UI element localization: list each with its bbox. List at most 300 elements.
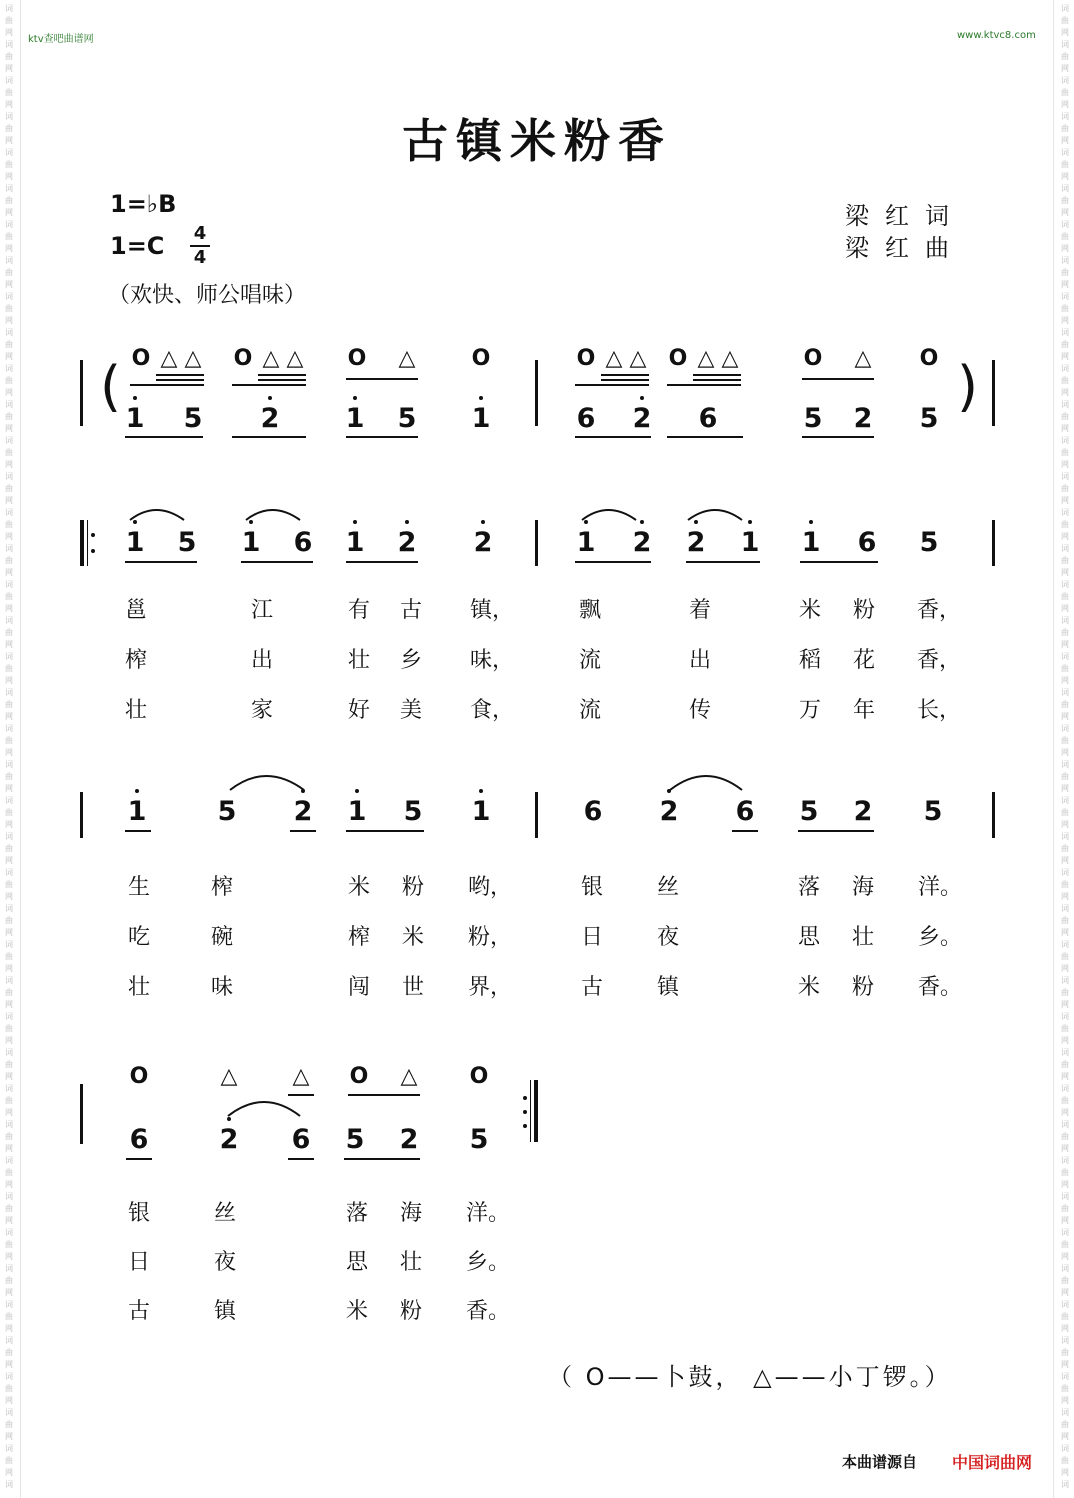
lyric-char: 粉 <box>401 875 424 900</box>
watermark-glyph: 词 <box>5 1300 13 1309</box>
lyric-char: 出 <box>688 648 711 673</box>
lyric-char: 米 <box>345 1299 368 1324</box>
note: 6 <box>293 527 313 558</box>
header-left-source: ktv查吧曲谱网 <box>28 34 94 45</box>
slur <box>228 1102 300 1116</box>
octave-dot-high <box>640 396 644 400</box>
underline <box>575 561 651 563</box>
slur <box>230 776 304 790</box>
watermark-glyph: 网 <box>1061 1180 1069 1189</box>
lyric-char: 镇 <box>213 1299 236 1324</box>
watermark-glyph: 网 <box>1061 568 1069 577</box>
watermark-glyph: 曲 <box>1061 1276 1069 1285</box>
watermark-glyph: 曲 <box>1061 664 1069 673</box>
watermark-glyph: 曲 <box>5 1456 13 1465</box>
watermark-glyph: 曲 <box>1061 736 1069 745</box>
watermark-glyph: 词 <box>5 652 13 661</box>
watermark-glyph: 词 <box>5 688 13 697</box>
note: 6 <box>576 403 596 434</box>
watermark-glyph: 词 <box>5 1480 13 1489</box>
watermark-glyph: 网 <box>1061 1216 1069 1225</box>
watermark-glyph: 曲 <box>5 1204 13 1213</box>
watermark-glyph: 词 <box>1061 904 1069 913</box>
percussion-o: O <box>347 346 367 371</box>
lyric-char: 飘 <box>578 598 601 623</box>
watermark-glyph: 曲 <box>1061 1384 1069 1393</box>
watermark-glyph: 词 <box>1061 652 1069 661</box>
watermark-glyph: 网 <box>5 172 13 181</box>
underline <box>732 830 758 832</box>
note: 1 <box>125 527 145 558</box>
watermark-glyph: 网 <box>5 64 13 73</box>
note: 2 <box>659 796 679 827</box>
lyric-char: 米 <box>347 875 370 900</box>
lyric-char: 味 <box>210 975 233 1000</box>
underline <box>288 1158 314 1160</box>
watermark-glyph: 网 <box>5 784 13 793</box>
octave-dot-high <box>479 789 483 793</box>
percussion-o: O <box>131 346 151 371</box>
underline <box>290 830 316 832</box>
watermark-glyph: 词 <box>5 544 13 553</box>
watermark-glyph: 网 <box>5 928 13 937</box>
barline-end <box>992 792 995 838</box>
watermark-glyph: 曲 <box>1061 1348 1069 1357</box>
lyric-char: 粉 <box>852 598 875 623</box>
percussion-t: △ <box>292 1064 310 1089</box>
note: 1 <box>801 527 821 558</box>
watermark-glyph: 词 <box>1061 220 1069 229</box>
watermark-glyph: 网 <box>5 28 13 37</box>
lyric-char: 古 <box>127 1299 150 1324</box>
octave-dot-high <box>268 396 272 400</box>
watermark-glyph: 网 <box>5 136 13 145</box>
watermark-glyph: 词 <box>5 868 13 877</box>
watermark-glyph: 词 <box>5 364 13 373</box>
note: 6 <box>583 796 603 827</box>
lyric-char: 邕 <box>124 598 147 623</box>
watermark-glyph: 网 <box>1061 676 1069 685</box>
time-signature <box>190 224 210 268</box>
watermark-glyph: 曲 <box>5 808 13 817</box>
watermark-glyph: 词 <box>5 580 13 589</box>
watermark-glyph: 词 <box>1061 1156 1069 1165</box>
percussion-t: △ <box>398 346 416 371</box>
watermark-glyph: 曲 <box>1061 1060 1069 1069</box>
watermark-glyph: 曲 <box>1061 1024 1069 1033</box>
lyric-char: 日 <box>580 925 603 950</box>
watermark-glyph: 网 <box>1061 1432 1069 1441</box>
watermark-glyph: 网 <box>1061 1324 1069 1333</box>
watermark-glyph: 词 <box>5 1192 13 1201</box>
lyric-char: 出 <box>250 648 273 673</box>
watermark-glyph: 网 <box>5 496 13 505</box>
lyric-char: 榨 <box>124 648 147 673</box>
octave-dot-high <box>249 520 253 524</box>
note: 1 <box>345 403 365 434</box>
watermark-glyph: 曲 <box>1061 88 1069 97</box>
watermark-glyph: 词 <box>1061 976 1069 985</box>
watermark-glyph: 网 <box>1061 1108 1069 1117</box>
watermark-glyph: 词 <box>1061 400 1069 409</box>
note: 6 <box>129 1124 149 1155</box>
lyric-char: 夜 <box>656 925 679 950</box>
watermark-glyph: 网 <box>1061 604 1069 613</box>
watermark-glyph: 曲 <box>1061 16 1069 25</box>
lyric-char: 流 <box>578 698 601 723</box>
watermark-glyph: 曲 <box>5 1060 13 1069</box>
lyric-char: 夜 <box>213 1250 236 1275</box>
percussion-t: △ <box>286 346 304 371</box>
underline <box>802 436 874 438</box>
octave-dot-high <box>481 520 485 524</box>
note: 5 <box>799 796 819 827</box>
lyric-char: 古 <box>580 975 603 1000</box>
watermark-glyph: 词 <box>1061 1444 1069 1453</box>
percussion-t: △ <box>697 346 715 371</box>
percussion-t: △ <box>629 346 647 371</box>
watermark-glyph: 词 <box>1061 256 1069 265</box>
lyric-char: 江 <box>250 598 273 623</box>
watermark-glyph: 网 <box>1061 316 1069 325</box>
watermark-glyph: 词 <box>1061 1048 1069 1057</box>
repeat-paren-close: ) <box>957 355 979 418</box>
underline <box>686 561 760 563</box>
barline-end <box>992 360 995 426</box>
watermark-glyph: 网 <box>5 1036 13 1045</box>
beam <box>232 384 306 386</box>
note: 1 <box>125 403 145 434</box>
note: 2 <box>853 403 873 434</box>
slur-set <box>120 500 1000 530</box>
lyric-char: 镇， <box>470 598 515 623</box>
percussion-t: △ <box>160 346 178 371</box>
watermark-glyph: 曲 <box>5 232 13 241</box>
underline <box>125 436 203 438</box>
watermark-glyph: 词 <box>1061 472 1069 481</box>
lyric-char: 香， <box>917 598 962 623</box>
watermark-glyph: 网 <box>1061 496 1069 505</box>
watermark-glyph: 词 <box>1061 328 1069 337</box>
note: 5 <box>403 796 423 827</box>
octave-dot-high <box>353 520 357 524</box>
watermark-glyph: 词 <box>5 1012 13 1021</box>
barline-mid <box>535 792 538 838</box>
note: 6 <box>698 403 718 434</box>
lyric-char: 生 <box>127 875 150 900</box>
watermark-glyph: 网 <box>5 964 13 973</box>
repeat-start-thin <box>87 520 88 566</box>
key-signature-2: 1=C <box>110 232 165 260</box>
watermark-glyph: 词 <box>5 940 13 949</box>
composer-credit: 梁红曲 <box>845 234 965 262</box>
lyric-char: 米 <box>797 975 820 1000</box>
slur <box>688 510 742 520</box>
watermark-glyph: 网 <box>1061 856 1069 865</box>
beam <box>693 379 741 381</box>
watermark-glyph: 曲 <box>1061 1240 1069 1249</box>
lyric-char: 壮 <box>851 925 874 950</box>
watermark-glyph: 网 <box>1061 1252 1069 1261</box>
note: 6 <box>291 1124 311 1155</box>
watermark-glyph: 网 <box>1061 388 1069 397</box>
lyric-char: 年 <box>852 698 875 723</box>
beam <box>130 384 204 386</box>
note: 5 <box>183 403 203 434</box>
watermark-glyph: 网 <box>1061 928 1069 937</box>
beam <box>575 384 649 386</box>
octave-dot-high <box>809 520 813 524</box>
watermark-glyph: 曲 <box>1061 844 1069 853</box>
lyric-char: 稻 <box>798 648 821 673</box>
watermark-glyph: 曲 <box>5 1420 13 1429</box>
barline-start <box>80 792 83 838</box>
note: 2 <box>260 403 280 434</box>
watermark-glyph: 词 <box>5 472 13 481</box>
percussion-t: △ <box>854 346 872 371</box>
watermark-glyph: 网 <box>5 568 13 577</box>
watermark-glyph: 网 <box>1061 64 1069 73</box>
watermark-glyph: 词 <box>1061 580 1069 589</box>
watermark-glyph: 词 <box>5 184 13 193</box>
underline <box>800 561 878 563</box>
watermark-glyph: 曲 <box>1061 1420 1069 1429</box>
percussion-t: △ <box>184 346 202 371</box>
slur <box>130 510 184 520</box>
note: 5 <box>397 403 417 434</box>
lyric-char: 有 <box>347 598 370 623</box>
lyric-char: 香。 <box>918 975 963 1000</box>
note: 2 <box>853 796 873 827</box>
note: 5 <box>919 527 939 558</box>
watermark-glyph: 词 <box>5 400 13 409</box>
watermark-glyph: 曲 <box>5 304 13 313</box>
watermark-glyph: 曲 <box>5 772 13 781</box>
watermark-glyph: 曲 <box>5 340 13 349</box>
underline <box>125 561 197 563</box>
watermark-glyph: 曲 <box>5 16 13 25</box>
watermark-glyph: 词 <box>1061 40 1069 49</box>
watermark-glyph: 曲 <box>5 1276 13 1285</box>
repeat-dot <box>523 1110 527 1114</box>
lyric-char: 香， <box>917 648 962 673</box>
watermark-glyph: 词 <box>5 1048 13 1057</box>
barline-start <box>80 360 83 426</box>
beam <box>601 374 649 376</box>
watermark-glyph: 词 <box>5 1156 13 1165</box>
lyric-char: 粉 <box>851 975 874 1000</box>
lyric-char: 流 <box>578 648 601 673</box>
octave-dot-high <box>301 789 305 793</box>
lyric-char: 吃 <box>127 925 150 950</box>
watermark-glyph: 曲 <box>1061 232 1069 241</box>
octave-dot-high <box>584 520 588 524</box>
watermark-glyph: 曲 <box>1061 376 1069 385</box>
watermark-glyph: 网 <box>1061 136 1069 145</box>
watermark-glyph: 词 <box>1061 724 1069 733</box>
note: 1 <box>471 796 491 827</box>
watermark-glyph: 词 <box>5 4 13 13</box>
watermark-glyph: 词 <box>1061 1012 1069 1021</box>
lyric-char: 传 <box>688 698 711 723</box>
watermark-glyph: 网 <box>5 208 13 217</box>
percussion-o: O <box>469 1064 489 1089</box>
percussion-o: O <box>471 346 491 371</box>
lyricist-credit: 梁红词 <box>845 202 965 230</box>
lyric-char: 洋。 <box>918 875 963 900</box>
lyric-char: 古 <box>399 598 422 623</box>
watermark-glyph: 词 <box>1061 508 1069 517</box>
octave-dot-high <box>135 789 139 793</box>
watermark-glyph: 曲 <box>1061 1132 1069 1141</box>
watermark-glyph: 词 <box>1061 1408 1069 1417</box>
watermark-glyph: 网 <box>1061 784 1069 793</box>
note: 2 <box>397 527 417 558</box>
note: 2 <box>632 527 652 558</box>
watermark-glyph: 网 <box>5 1252 13 1261</box>
slur <box>670 776 742 790</box>
watermark-glyph: 网 <box>1061 820 1069 829</box>
watermark-glyph: 网 <box>1061 28 1069 37</box>
footer-source-link[interactable]: 中国词曲网 <box>952 1453 1033 1472</box>
underline <box>241 561 313 563</box>
watermark-glyph: 曲 <box>5 664 13 673</box>
beam <box>802 378 874 380</box>
watermark-glyph: 曲 <box>1061 880 1069 889</box>
watermark-glyph: 词 <box>5 796 13 805</box>
watermark-glyph: 曲 <box>5 916 13 925</box>
watermark-glyph: 网 <box>1061 640 1069 649</box>
watermark-glyph: 词 <box>1061 4 1069 13</box>
lyric-char: 粉 <box>399 1299 422 1324</box>
octave-dot-high <box>353 396 357 400</box>
watermark-glyph: 曲 <box>5 160 13 169</box>
watermark-glyph: 词 <box>1061 184 1069 193</box>
watermark-glyph: 曲 <box>5 988 13 997</box>
footer-source-label: 本曲谱源自 <box>842 1453 918 1471</box>
watermark-glyph: 曲 <box>1061 556 1069 565</box>
watermark-glyph: 词 <box>1061 148 1069 157</box>
lyric-char: 落 <box>345 1201 368 1226</box>
watermark-glyph: 网 <box>5 352 13 361</box>
watermark-glyph: 词 <box>1061 1372 1069 1381</box>
watermark-glyph: 曲 <box>1061 916 1069 925</box>
note: 1 <box>241 527 261 558</box>
watermark-glyph: 词 <box>5 1264 13 1273</box>
watermark-glyph: 词 <box>5 328 13 337</box>
note: 1 <box>127 796 147 827</box>
repeat-dot <box>91 549 95 553</box>
watermark-glyph: 曲 <box>5 556 13 565</box>
underline <box>575 436 651 438</box>
watermark-glyph: 词 <box>1061 76 1069 85</box>
watermark-glyph: 曲 <box>1061 52 1069 61</box>
octave-dot-high <box>355 789 359 793</box>
watermark-glyph: 曲 <box>5 52 13 61</box>
lyric-char: 哟， <box>468 875 513 900</box>
watermark-glyph: 词 <box>1061 364 1069 373</box>
octave-dot-high <box>405 520 409 524</box>
octave-dot-high <box>133 520 137 524</box>
watermark-glyph: 网 <box>5 460 13 469</box>
lyric-char: 好 <box>347 698 370 723</box>
lyric-char: 长， <box>917 698 962 723</box>
underline <box>667 436 743 438</box>
watermark-glyph: 词 <box>5 616 13 625</box>
watermark-glyph: 曲 <box>5 1240 13 1249</box>
watermark-glyph: 曲 <box>5 736 13 745</box>
watermark-glyph: 网 <box>1061 1396 1069 1405</box>
watermark-glyph: 词 <box>5 724 13 733</box>
watermark-glyph: 网 <box>5 424 13 433</box>
underline <box>346 561 418 563</box>
watermark-glyph: 曲 <box>1061 412 1069 421</box>
barline-mid <box>535 360 538 426</box>
lyric-char: 思 <box>345 1250 368 1275</box>
watermark-glyph: 曲 <box>1061 160 1069 169</box>
slur <box>246 510 300 520</box>
underline <box>125 830 151 832</box>
underline <box>346 436 418 438</box>
lyric-char: 乡 <box>399 648 422 673</box>
watermark-glyph: 网 <box>1061 424 1069 433</box>
note: 2 <box>686 527 706 558</box>
beam <box>601 379 649 381</box>
percussion-t: △ <box>400 1064 418 1089</box>
watermark-glyph: 网 <box>5 244 13 253</box>
watermark-glyph: 曲 <box>1061 1456 1069 1465</box>
watermark-glyph: 网 <box>1061 892 1069 901</box>
underline <box>232 436 306 438</box>
watermark-glyph: 网 <box>5 1000 13 1009</box>
watermark-glyph: 词 <box>1061 1120 1069 1129</box>
page-title: 古镇米粉香 <box>402 114 672 168</box>
watermark-glyph: 网 <box>5 712 13 721</box>
slur-set <box>120 1092 360 1122</box>
watermark-glyph: 网 <box>5 388 13 397</box>
lyric-char: 家 <box>250 698 273 723</box>
watermark-glyph: 词 <box>1061 1192 1069 1201</box>
octave-dot-high <box>133 396 137 400</box>
watermark-glyph: 网 <box>5 316 13 325</box>
lyric-char: 银 <box>127 1201 150 1226</box>
lyric-char: 味， <box>470 648 515 673</box>
watermark-glyph: 网 <box>1061 244 1069 253</box>
lyric-char: 闯 <box>347 975 370 1000</box>
lyric-char: 乡。 <box>918 925 963 950</box>
percussion-o: O <box>233 346 253 371</box>
watermark-glyph: 网 <box>1061 460 1069 469</box>
watermark-glyph: 网 <box>1061 532 1069 541</box>
lyric-char: 日 <box>127 1250 150 1275</box>
watermark-glyph: 词 <box>5 508 13 517</box>
octave-dot-high <box>640 520 644 524</box>
watermark-glyph: 词 <box>5 220 13 229</box>
lyric-char: 食， <box>470 698 515 723</box>
watermark-glyph: 词 <box>5 1408 13 1417</box>
watermark-glyph: 词 <box>1061 292 1069 301</box>
watermark-glyph: 曲 <box>1061 304 1069 313</box>
tempo-marking: （欢快、师公唱味） <box>108 283 307 308</box>
watermark-glyph: 曲 <box>5 1168 13 1177</box>
watermark-glyph: 网 <box>5 1432 13 1441</box>
watermark-glyph: 词 <box>5 1120 13 1129</box>
note: 1 <box>471 403 491 434</box>
lyric-char: 万 <box>798 698 821 723</box>
octave-dot-high <box>694 520 698 524</box>
beam <box>258 374 306 376</box>
slur <box>582 510 636 520</box>
